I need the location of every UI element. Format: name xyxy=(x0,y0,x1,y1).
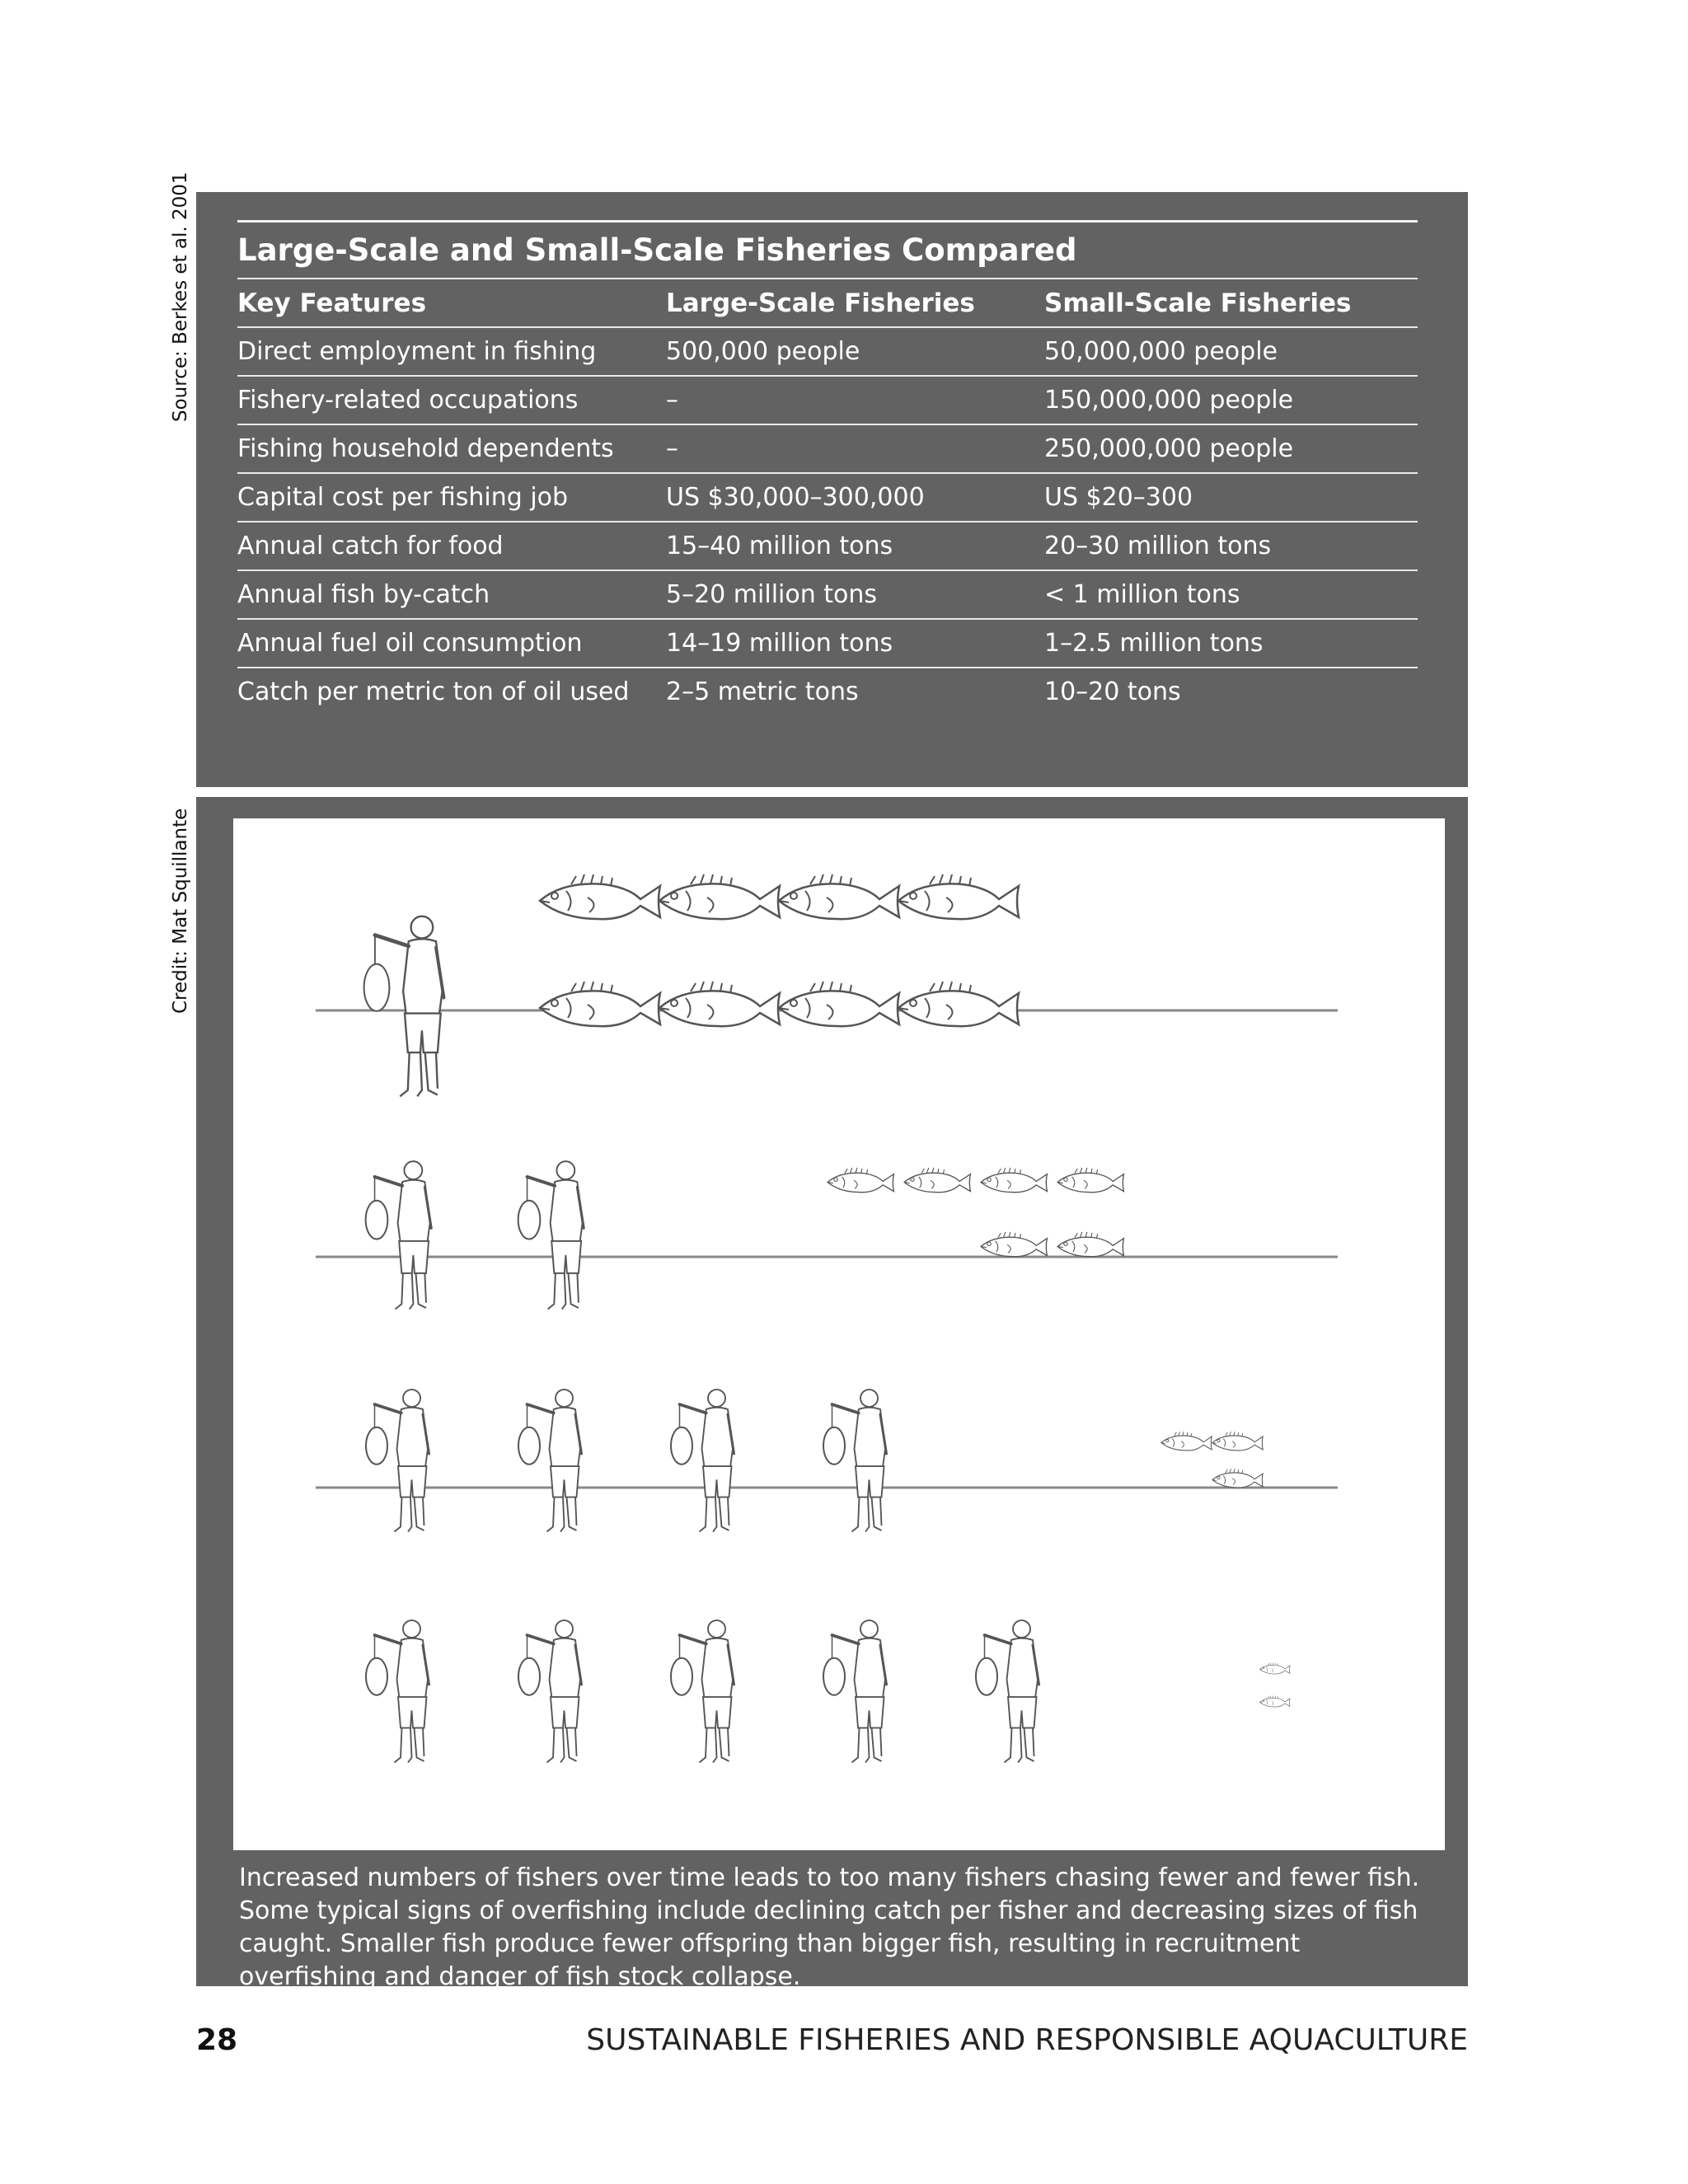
illustration-panel xyxy=(196,797,1468,1991)
small-scale-cell: 20–30 million tons xyxy=(1044,532,1272,560)
small-scale-cell: 1–2.5 million tons xyxy=(1044,629,1264,658)
feature-cell: Catch per metric ton of oil used xyxy=(237,677,630,706)
header-key-features: Key Features xyxy=(237,288,427,318)
table-row xyxy=(237,328,1418,377)
fish-icon xyxy=(659,874,780,919)
caught-fish-icon xyxy=(518,1201,541,1240)
feature-cell: Annual catch for food xyxy=(237,532,504,560)
large-scale-cell: 500,000 people xyxy=(666,337,860,366)
caught-fish-icon xyxy=(366,1427,387,1465)
caught-fish-icon xyxy=(518,1427,540,1465)
feature-cell: Fishery-related occupations xyxy=(237,386,579,415)
small-scale-cell: 150,000,000 people xyxy=(1044,386,1294,415)
fish-icon xyxy=(1057,1168,1123,1193)
large-scale-cell: 15–40 million tons xyxy=(666,532,893,560)
source-credit: Source: Berkes et al. 2001 xyxy=(170,171,191,422)
fish-icon xyxy=(540,982,660,1026)
feature-cell: Annual fuel oil consumption xyxy=(237,629,583,658)
caught-fish-icon xyxy=(671,1427,692,1465)
fish-icon xyxy=(1260,1696,1291,1708)
caught-fish-icon xyxy=(518,1658,540,1695)
table-title: Large-Scale and Small-Scale Fisheries Compared xyxy=(237,223,1418,279)
table-row xyxy=(237,523,1418,571)
fish-icon xyxy=(904,1168,970,1193)
small-scale-cell: US $20–300 xyxy=(1044,483,1193,512)
caught-fish-icon xyxy=(823,1658,845,1695)
fish-icon xyxy=(898,874,1019,919)
fish-icon xyxy=(1260,1663,1291,1675)
fish-icon xyxy=(779,982,899,1026)
fish-icon xyxy=(1212,1469,1263,1488)
caught-fish-icon xyxy=(671,1658,692,1695)
overfishing-illustration xyxy=(233,818,1445,1850)
fishers-and-fish-drawing xyxy=(233,818,1445,1850)
table-row xyxy=(237,474,1418,523)
feature-cell: Fishing household dependents xyxy=(237,434,614,463)
fish-icon xyxy=(981,1168,1047,1193)
table-row xyxy=(237,377,1418,425)
caught-fish-icon xyxy=(976,1658,997,1695)
table-row xyxy=(237,668,1418,715)
page-number: 28 xyxy=(196,2023,238,2057)
large-scale-cell: US $30,000–300,000 xyxy=(666,483,925,512)
feature-cell: Annual fish by-catch xyxy=(237,580,490,609)
small-scale-cell: 10–20 tons xyxy=(1044,677,1181,706)
large-scale-cell: – xyxy=(666,386,678,415)
fish-icon xyxy=(540,874,660,919)
fish-icon xyxy=(828,1168,893,1193)
fish-icon xyxy=(981,1232,1047,1257)
large-scale-cell: 2–5 metric tons xyxy=(666,677,859,706)
table-row xyxy=(237,620,1418,668)
fish-icon xyxy=(1057,1232,1123,1257)
large-scale-cell: – xyxy=(666,434,678,463)
illustration-credit: Credit: Mat Squillante xyxy=(170,808,191,1014)
small-scale-cell: 250,000,000 people xyxy=(1044,434,1294,463)
small-scale-cell: < 1 million tons xyxy=(1044,580,1240,609)
running-head: SUSTAINABLE FISHERIES AND RESPONSIBLE AQUACULTURE xyxy=(586,2023,1468,2057)
caught-fish-icon xyxy=(366,1201,388,1240)
table-row xyxy=(237,571,1418,620)
comparison-table-panel xyxy=(196,192,1468,787)
header-large-scale: Large-Scale Fisheries xyxy=(666,288,975,318)
header-small-scale: Small-Scale Fisheries xyxy=(1044,288,1352,318)
caught-fish-icon xyxy=(366,1658,387,1695)
table-header-row xyxy=(237,279,1418,328)
fish-icon xyxy=(659,982,780,1026)
caught-fish-icon xyxy=(823,1427,845,1465)
fish-icon xyxy=(1161,1432,1212,1451)
small-scale-cell: 50,000,000 people xyxy=(1044,337,1278,366)
fish-icon xyxy=(1212,1432,1263,1451)
feature-cell: Capital cost per fishing job xyxy=(237,483,569,512)
comparison-table xyxy=(237,220,1418,715)
fish-icon xyxy=(898,982,1019,1026)
large-scale-cell: 14–19 million tons xyxy=(666,629,893,658)
fish-icon xyxy=(779,874,899,919)
feature-cell: Direct employment in fishing xyxy=(237,337,597,366)
illustration-caption: Increased numbers of fishers over time leads to too many fishers chasing fewer and fewer fish. Some typical signs of overfishing include declining catch per fisher and decreasing sizes of fish caught. Smaller fish produce fewer offspring than bigger fish, resulting in recruitment overfishing and danger of fish stock collapse. xyxy=(239,1863,1420,1991)
large-scale-cell: 5–20 million tons xyxy=(666,580,878,609)
table-row xyxy=(237,425,1418,474)
caught-fish-icon xyxy=(364,964,390,1011)
